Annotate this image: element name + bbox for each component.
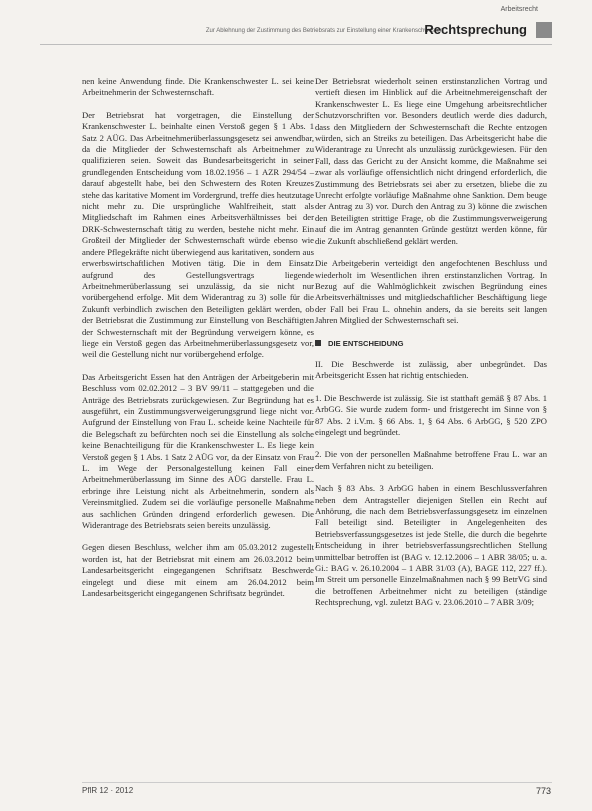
paragraph: Der Betriebsrat wiederholt seinen erstinstanzlichen Vortrag und vertieft diesen im Hinblick auf die Arbeitnehmereigenschaft der Krankenschwester L. Es liege eine Umgehung arbeitsrechtlicher Schutzvorschriften vor. Besonders deutlich werde dies dadurch, dass den Mitgliedern der Schwesternschaft die Rechte entzogen würden, sich an Streiks zu beteiligen. Das Arbeitsgericht habe die Widerantrage zu Unrecht als unzulässig zurückgewiesen. Für den Fall, dass das Gericht zu der Ansicht komme, die Maßnahme sei zwar als vorläufige offensichtlich nicht dringend erforderlich, die Zustimmung des Betriebsrats sei aber zu ersetzen, bliebe die zu Unrecht erfolgte vorläufige Maßnahme ohne Sanktion. Dem beuge der Antrag zu 3) vor. Durch den Antrag zu 3) könne die zwischen den Beteiligten strittige Frage, ob die Zustimmungsverweigerung auf die im Antrag genannten Gründe gestützt werden könne, für die Zukunft abschließend geklärt werden. bbox=[315, 76, 547, 246]
paragraph: Gegen diesen Beschluss, welcher ihm am 05.03.2012 zugestellt worden ist, hat der Betriebsrat mit einem am 26.03.2012 beim Landesarbeitsgericht eingegangenen Schriftsatz Beschwerde eingelegt und diese mit einem am 26.04.2012 beim Landesarbeitsgericht eingegangenen Schriftsatz begründet. bbox=[82, 542, 314, 599]
header-marker bbox=[536, 22, 552, 38]
paragraph: 2. Die von der personellen Maßnahme betroffene Frau L. war an dem Verfahren nicht zu beteiligen. bbox=[315, 449, 547, 471]
header-rule bbox=[40, 44, 552, 45]
page-number: 773 bbox=[536, 786, 552, 796]
section-heading bbox=[315, 338, 547, 349]
paragraph: nen keine Anwendung finde. Die Krankenschwester L. sei keine Arbeitnehmerin der Schwesternschaft. bbox=[82, 76, 314, 98]
footer-rule bbox=[82, 782, 552, 783]
paragraph: Die Arbeitgeberin verteidigt den angefochtenen Beschluss und wiederholt im Wesentlichen ihren erstinstanzlichen Vortrag. In Bezug auf die Wahlmöglichkeit zwischen Begründung eines Arbeitsverhältnisses und mitgliedschaftlicher Beschäftigung liege der Fall bei Frau L. ohnehin anders, da sie bereits seit langen Jahren Mitglied der Schwesternschaft sei. bbox=[315, 258, 547, 326]
page-title: Rechtsprechung bbox=[424, 22, 527, 37]
paragraph: Nach § 83 Abs. 3 ArbGG haben in einem Beschlussverfahren neben dem Antragsteller diejenigen Stellen ein Recht auf Anhörung, die nach dem Betriebsverfassungsgesetz im einzelnen Fall beteiligt sind. Beteiligter in Angelegenheiten des Betriebsverfassungsgesetzes ist jede Stelle, die durch die begehrte Entscheidung in ihrer betriebsverfassungsrechtlichen Stellung unmittelbar betroffen ist (BAG v. 12.12.2006 – 1 ABR 38/05; u. a. Gi.: BAG v. 26.10.2004 – 1 ABR 31/03 (A), BAGE 112, 227 ff.). Im Streit um personelle Einzelmaßnahmen nach § 99 BetrVG sind die betroffenen Arbeitnehmer nicht zu beteiligen (ständige Rechtsprechung, vgl. zuletzt BAG v. 23.06.2010 – 7 ABR 3/09; bbox=[315, 483, 547, 608]
journal-issue: PflR 12 · 2012 bbox=[82, 786, 134, 795]
section-heading-text: DIE ENTSCHEIDUNG bbox=[328, 338, 404, 348]
paragraph: Der Betriebsrat hat vorgetragen, die Einstellung der Krankenschwester L. beinhalte einen Verstoß gegen § 1 Abs. 1 Satz 2 AÜG. Das Arbeitnehmerüberlassungsgesetz sei anwendbar, da die Mitglieder der Schwesternschaft als Arbeitnehmer zu qualifizieren seien. Soweit das Bundesarbeitsgericht in seiner grundlegenden Entscheidung vom 18.02.1956 – 1 AZR 294/54 – darauf abgestellt habe, bei den Schwestern des Roten Kreuzes stehe das karitative Moment im Vordergrund, treffe dies heutzutage nicht mehr zu. Die ursprüngliche Wahlfreiheit, statt als Mitgliedschaft im Rahmen eines Arbeitsverhältnisses bei der DRK-Schwesternschaft tätig zu werden, bestehe nicht mehr. Ein Großteil der Mitglieder der Schwesternschaft würde ebenso wie andere Pflegekräfte nicht überwiegend aus karitativen, sondern aus erwerbswirtschaftlichen Motiven tätig. Die in dem Einsatz aufgrund des Gestellungsvertrags liegende Arbeitnehmerüberlassung sei unzulässig, da sie nicht nur vorübergehend erfolge. Mit dem Widerantrag zu 3) solle für die Zukunft verbindlich zwischen den Beteiligten geklärt werden, ob der Betriebsrat die Zustimmung zur Einstellung von Beschäftigten der Schwesternschaft mit der Begründung verweigern könne, es liege ein Verstoß gegen das Arbeitnehmerüberlassungsgesetz vor, weil die Gestellung nicht nur vorübergehend erfolge. bbox=[82, 109, 314, 360]
right-column bbox=[315, 76, 547, 620]
running-subtitle: Zur Ablehnung der Zustimmung des Betriebsrats zur Einstellung einer Krankenschwester bbox=[205, 28, 442, 34]
left-column bbox=[82, 76, 314, 610]
section-label: Arbeitsrecht bbox=[500, 6, 538, 13]
paragraph: Das Arbeitsgericht Essen hat den Anträgen der Arbeitgeberin mit Beschluss vom 02.02.2012 – 3 BV 99/11 – stattgegeben und die Anträge des Betriebsrats zurückgewiesen. Zur Begründung hat es ausgeführt, ein Zustimmungsverweigerungsgrund liege nicht vor. Aufgrund der Einstellung von Frau L. scheide keine Nachteile für die Belegschaft zu befürchten noch sei die Einstellung als solche keine Benachteiligung für die Krankenschwester L. Es liege kein Verstoß gegen § 1 Abs. 1 Satz 2 AÜG vor, da der Einsatz von Frau L. im Wege der Personalgestellung keinen Fall einer Arbeitnehmerüberlassung im Sinne des AÜG darstelle. Frau L. erbringe ihre Leistung nicht als Arbeitnehmerin, sondern als Vereinsmitglied. Zudem sei die vorläufige personelle Maßnahme aus sachlichen Gründen dringend erforderlich gewesen. Die Widerantrage des Betriebsrats seien bereits unzulässig. bbox=[82, 371, 314, 531]
bullet-square-icon bbox=[315, 340, 321, 346]
paragraph: II. Die Beschwerde ist zulässig, aber unbegründet. Das Arbeitsgericht Essen hat richtig entschieden. bbox=[315, 358, 547, 381]
paragraph: 1. Die Beschwerde ist zulässig. Sie ist statthaft gemäß § 87 Abs. 1 ArbGG. Sie wurde zudem form- und fristgerecht im Sinne von § 87 Abs. 2 i.V.m. § 66 Abs. 1, § 64 Abs. 6 ArbGG, § 520 ZPO eingelegt und begründet. bbox=[315, 392, 547, 437]
